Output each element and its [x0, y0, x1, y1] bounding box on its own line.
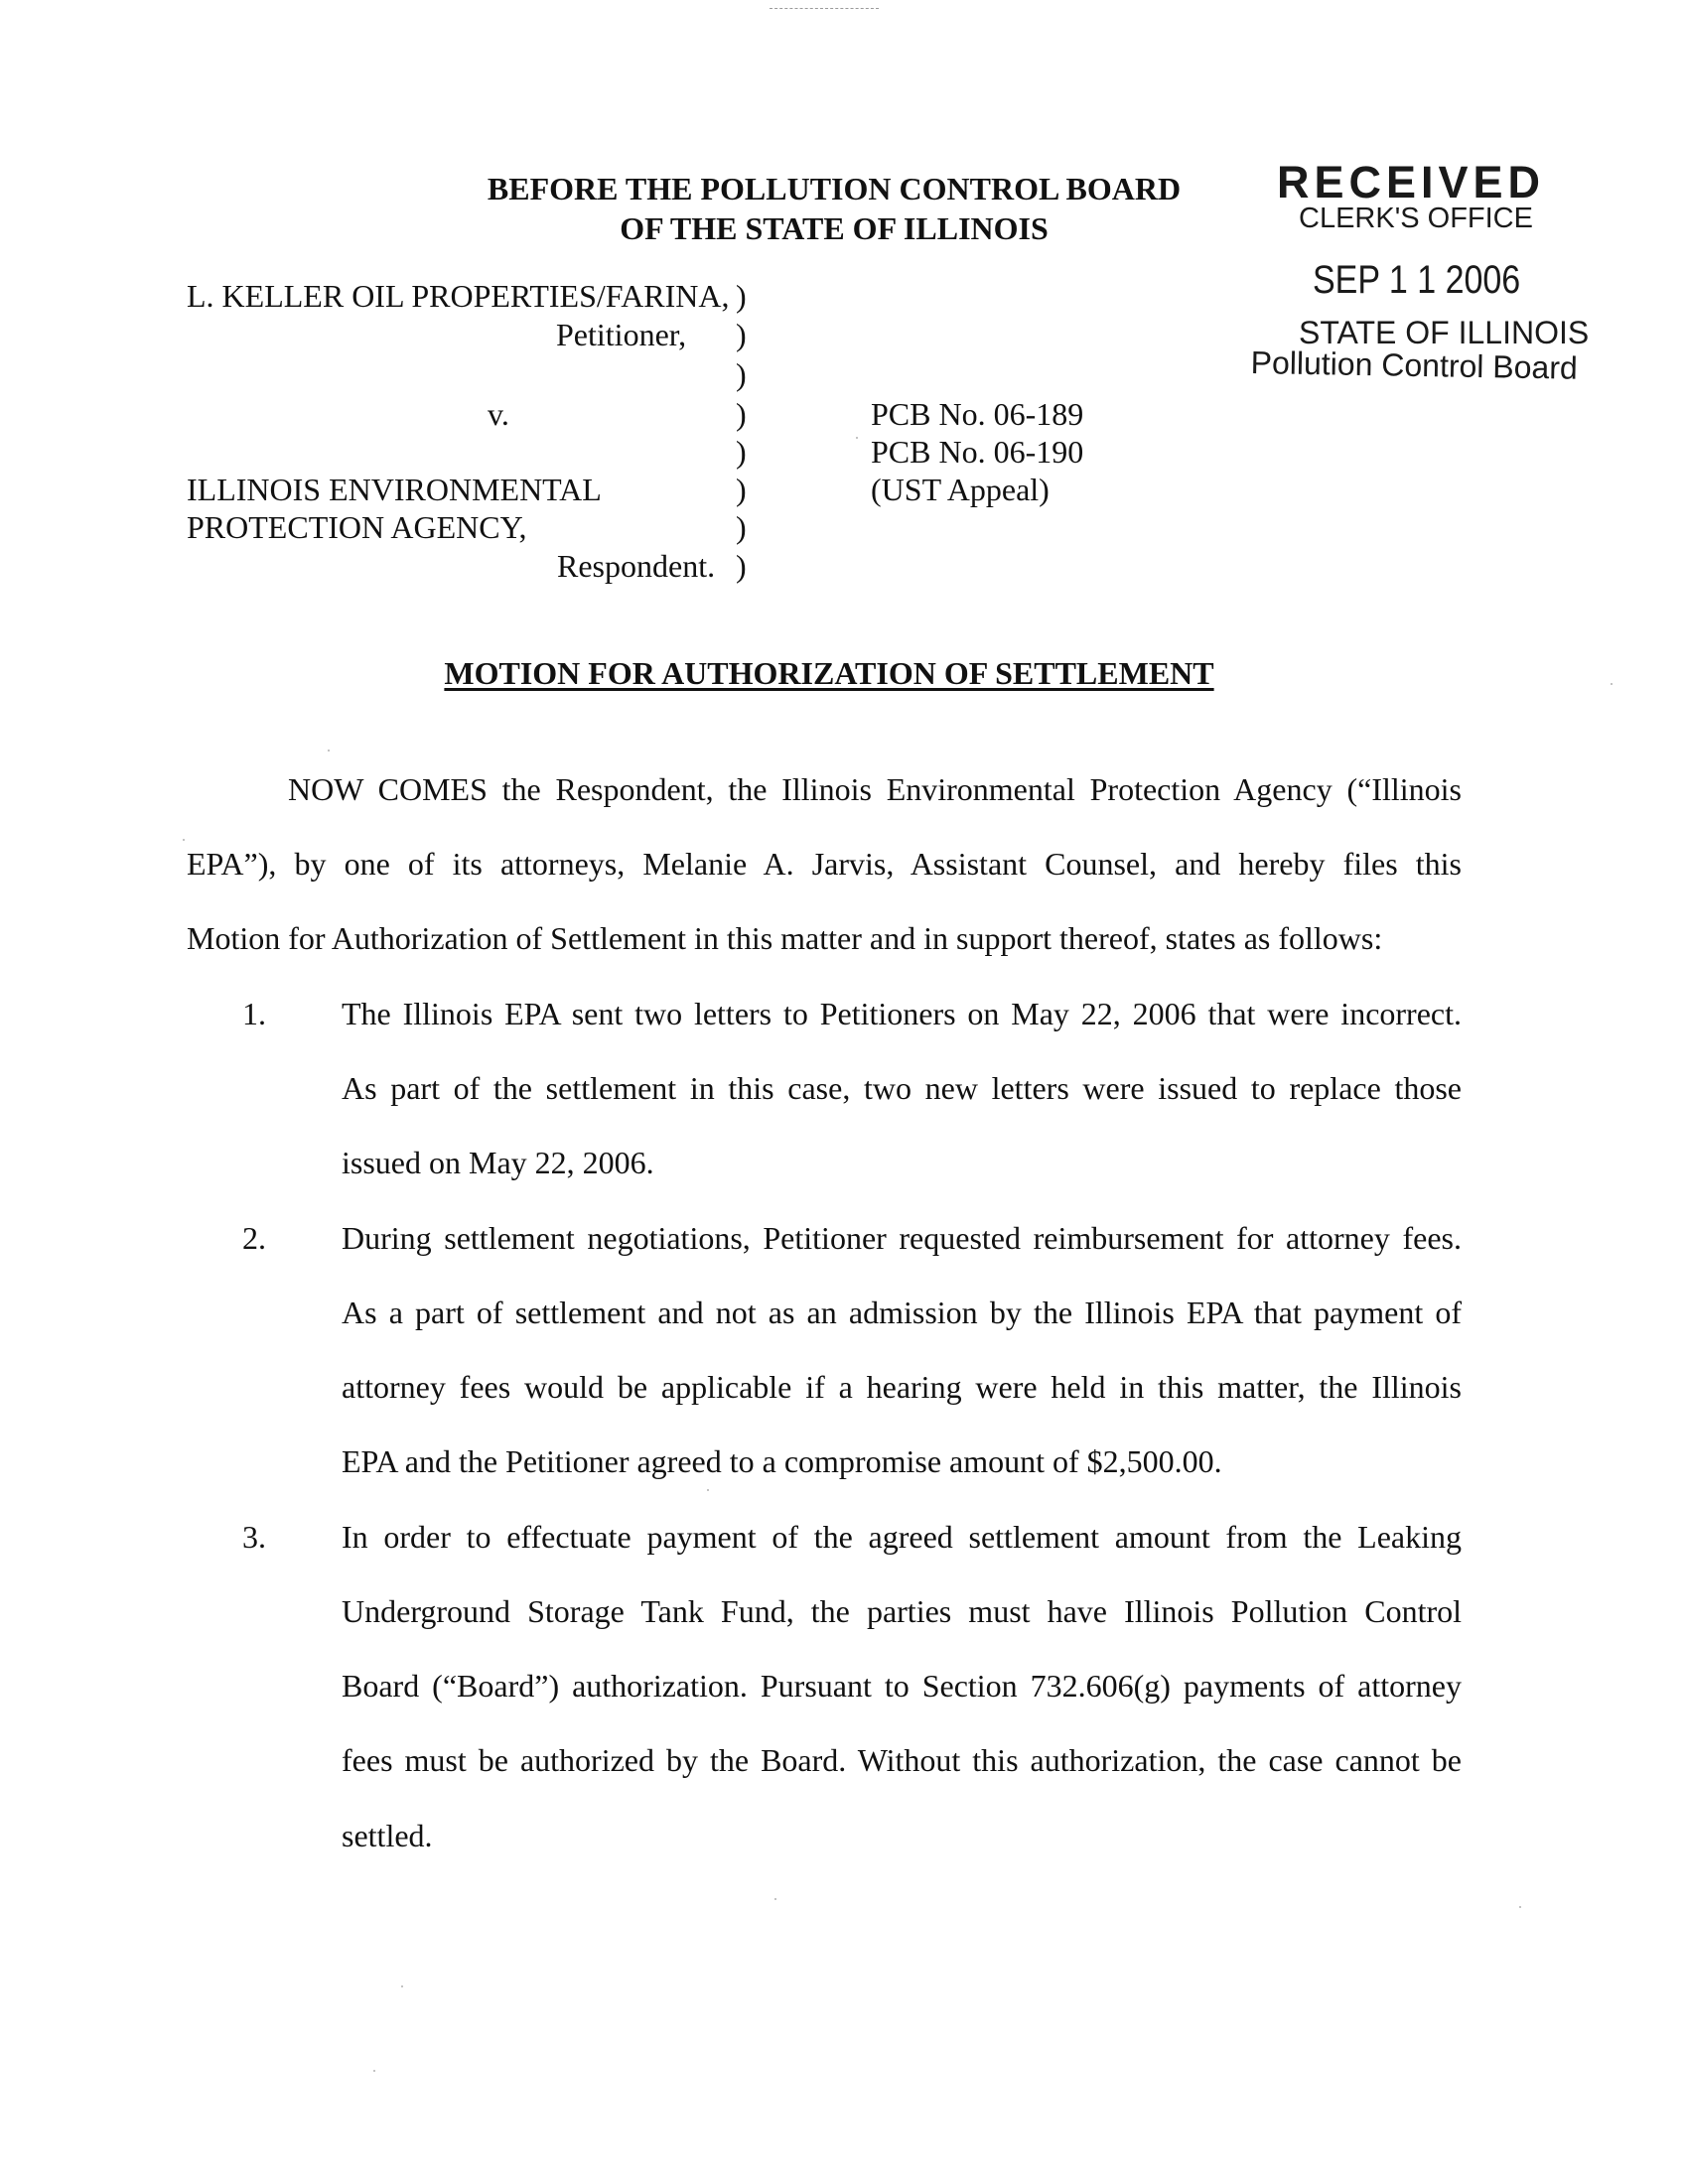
intro-line-1: NOW COMES the Respondent, the Illinois Environmental Protection Agency (“Illinois: [288, 771, 1462, 807]
scan-speck: [1519, 1906, 1521, 1908]
stamp-date: SEP 1 1 2006: [1313, 258, 1521, 302]
caption-paren: ): [736, 472, 747, 507]
court-heading-line-2: OF THE STATE OF ILLINOIS: [620, 210, 1049, 246]
paragraph-number: 3.: [242, 1519, 266, 1555]
caption-paren: ): [736, 396, 747, 432]
caption-paren: ): [736, 278, 747, 314]
paragraph-line: attorney fees would be applicable if a hearing were held in this matter, the Illinois: [342, 1369, 1462, 1405]
paragraph-line: issued on May 22, 2006.: [342, 1145, 654, 1180]
paragraph-line: The Illinois EPA sent two letters to Petitioners on May 22, 2006 that were incorrect.: [342, 996, 1462, 1031]
versus: v.: [488, 396, 509, 432]
caption-paren: ): [736, 509, 747, 545]
case-number-1: PCB No. 06-189: [871, 396, 1084, 432]
scan-speck: [401, 1985, 403, 1987]
caption-paren: ): [736, 317, 747, 352]
caption-paren: ): [736, 434, 747, 470]
paragraph-line: Board (“Board”) authorization. Pursuant to Section 732.606(g) payments of attorney: [342, 1668, 1462, 1704]
scan-artifact: [770, 8, 879, 10]
court-heading: [437, 169, 1231, 248]
paragraph-line: Underground Storage Tank Fund, the parties must have Illinois Pollution Control: [342, 1593, 1462, 1629]
scan-speck: [707, 1489, 709, 1491]
stamp-clerks-office: CLERK'S OFFICE: [1299, 203, 1533, 234]
paragraph-line: As a part of settlement and not as an admission by the Illinois EPA that payment of: [342, 1295, 1462, 1330]
paragraph-line: As part of the settlement in this case, two new letters were issued to replace those: [342, 1070, 1462, 1106]
paragraph-number: 2.: [242, 1220, 266, 1256]
stamp-state: STATE OF ILLINOIS: [1299, 315, 1590, 350]
scan-speck: [856, 437, 858, 439]
scan-speck: [373, 2070, 375, 2072]
paragraph-line: During settlement negotiations, Petitioner requested reimbursement for attorney fees.: [342, 1220, 1462, 1256]
petitioner-name: L. KELLER OIL PROPERTIES/FARINA,: [187, 278, 730, 314]
motion-title: MOTION FOR AUTHORIZATION OF SETTLEMENT: [444, 655, 1214, 691]
respondent-name-line-2: PROTECTION AGENCY,: [187, 509, 527, 545]
caption-paren: ): [736, 356, 747, 392]
paragraph-line: EPA and the Petitioner agreed to a compromise amount of $2,500.00.: [342, 1443, 1222, 1479]
scan-speck: [183, 839, 185, 841]
court-heading-line-1: BEFORE THE POLLUTION CONTROL BOARD: [487, 171, 1182, 206]
scan-speck: [328, 750, 330, 751]
stamp-received: RECEIVED: [1277, 157, 1546, 207]
paragraph-line: fees must be authorized by the Board. Without this authorization, the case cannot be: [342, 1742, 1462, 1778]
intro-line-2: EPA”), by one of its attorneys, Melanie A. Jarvis, Assistant Counsel, and hereby files this: [187, 846, 1462, 882]
petitioner-role: Petitioner,: [556, 317, 687, 352]
paragraph-line: settled.: [342, 1818, 433, 1853]
intro-line-3: Motion for Authorization of Settlement in this matter and in support thereof, states as follows:: [187, 920, 1383, 956]
stamp-board: Pollution Control Board: [1250, 344, 1579, 386]
respondent-name-line-1: ILLINOIS ENVIRONMENTAL: [187, 472, 602, 507]
paragraph-number: 1.: [242, 996, 266, 1031]
paragraph-line: In order to effectuate payment of the agreed settlement amount from the Leaking: [342, 1519, 1462, 1555]
case-type: (UST Appeal): [871, 472, 1050, 507]
case-number-2: PCB No. 06-190: [871, 434, 1084, 470]
scan-speck: [1611, 683, 1613, 685]
respondent-role: Respondent.: [557, 548, 716, 584]
caption-paren: ): [736, 548, 747, 584]
scan-speck: [774, 1898, 776, 1900]
